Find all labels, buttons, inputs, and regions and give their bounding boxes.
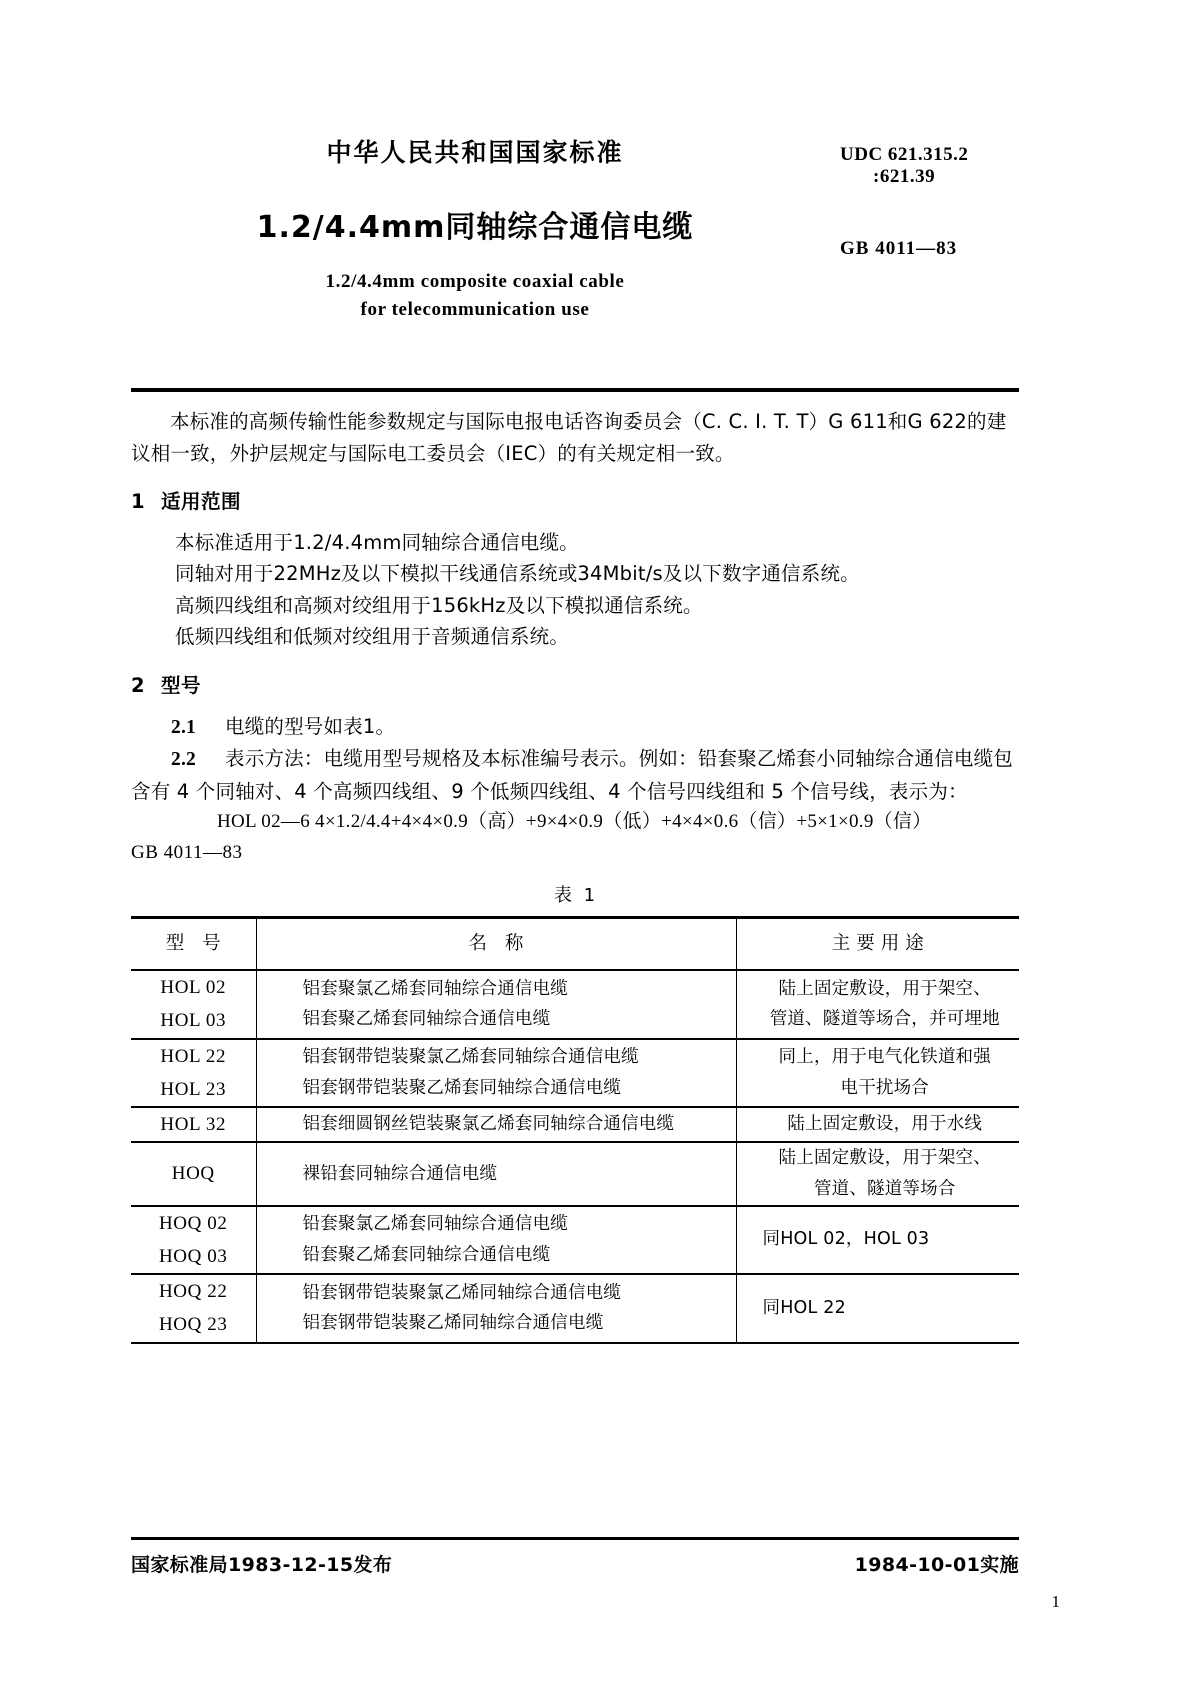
clause-2-2-text: 表示方法：电缆用型号规格及本标准编号表示。例如：铅套聚乙烯套小同轴综合通信电缆包含有 4 个同轴对、4 个高频四线组、9 个低频四线组、4 个信号四线组和 5 个信号线，表示为： [131,747,1014,803]
section-1-line-2: 同轴对用于22MHz及以下模拟干线通信系统或34Mbit/s及以下数字通信系统。 [175,562,860,586]
cable-name: 铝套钢带铠装聚乙烯套同轴综合通信电缆 [302,1077,622,1098]
use-text: 电干扰场合 [840,1077,929,1098]
use-text: 陆上固定敷设，用于架空、 [778,978,991,999]
document-body [131,406,1021,1344]
clause-2-2-number: 2.2 [171,749,196,771]
header-divider-rule [131,388,1019,392]
intro-paragraph: 本标准的高频传输性能参数规定与国际电报电话咨询委员会（C. C. I. T. T）G 611和G 622的建议相一致，外护层规定与国际电工委员会（IEC）的有关规定相一致。 [131,410,1007,465]
section-2-heading [131,670,1021,702]
cable-name: 铝套钢带铠装聚氯乙烯套同轴综合通信电缆 [302,1047,639,1068]
cable-name: 裸铅套同轴综合通信电缆 [302,1163,498,1184]
table-row [131,1039,1019,1108]
model-code: HOL 32 [160,1114,227,1136]
section-2-title: 型号 [161,674,202,698]
english-title-line1: 1.2/4.4mm composite coaxial cable [325,271,625,292]
model-code: HOQ 23 [158,1314,228,1336]
model-code: HOQ [171,1163,215,1185]
use-text: 同HOL 22 [762,1297,846,1318]
cable-model-table [131,916,1019,1344]
use-text: 陆上固定敷设，用于架空、 [778,1148,991,1169]
cable-name: 铝套细圆钢丝铠装聚氯乙烯套同轴综合通信电缆 [302,1114,675,1135]
cell-use [736,970,1019,1039]
english-title-line2: for telecommunication use [360,298,590,320]
model-code: HOL 22 [160,1045,227,1067]
cell-model [131,1039,256,1108]
cell-name [256,970,736,1039]
cell-use [736,1142,1019,1205]
cell-model [131,1274,256,1343]
model-designation-formula-line2: GB 4011—83 [131,842,243,864]
cell-name [256,1142,736,1205]
cell-name [256,1039,736,1108]
issue-date-text: 国家标准局1983-12-15发布 [131,1554,393,1576]
section-1-title: 适用范围 [161,490,242,514]
model-code: HOL 23 [160,1078,227,1100]
document-header [0,138,1191,338]
cell-use [736,1107,1019,1142]
model-designation-formula-line1: HOL 02—6 4×1.2/4.4+4×4×0.9（高）+9×4×0.9（低）+4×4×0.6（信）+5×1×0.9（信） [217,811,932,833]
model-code: HOL 02 [160,977,227,999]
cell-name [256,1274,736,1343]
column-header-model: 型 号 [131,918,256,971]
table-row [131,1107,1019,1142]
clause-2-1-number: 2.1 [171,716,196,738]
clause-2-2 [131,743,1021,807]
model-code: HOQ 02 [158,1212,228,1234]
table-1-caption: 表 1 [553,884,599,906]
cell-model [131,1107,256,1142]
table-header-row [131,918,1019,971]
udc-code-line1: UDC 621.315.2 [840,144,969,165]
gb-standard-number: GB 4011—83 [840,238,958,259]
national-standard-label: 中华人民共和国国家标准 [326,138,624,167]
page-number: 1 [1051,1592,1060,1611]
section-1-heading [131,486,1021,518]
document-footer [131,1550,1019,1577]
column-header-use: 主要用途 [736,918,1019,971]
section-1-line-4: 低频四线组和低频对绞组用于音频通信系统。 [175,625,570,649]
model-code: HOL 03 [160,1010,227,1032]
cable-name: 铅套聚乙烯套同轴综合通信电缆 [302,1244,551,1265]
table-row [131,970,1019,1039]
column-header-name: 名 称 [256,918,736,971]
header-title-block [150,138,800,323]
clause-2-1 [171,711,1021,744]
cable-name: 铝套聚乙烯套同轴综合通信电缆 [302,1009,551,1030]
effective-date-text: 1984-10-01实施 [854,1554,1019,1576]
use-text: 管道、隧道等场合，并可埋地 [769,1009,1000,1030]
cell-model [131,970,256,1039]
cell-use [736,1274,1019,1343]
use-text: 同HOL 02，HOL 03 [762,1229,930,1250]
section-1-line-1: 本标准适用于1.2/4.4mm同轴综合通信电缆。 [175,530,579,554]
cable-name: 铅套聚氯乙烯套同轴综合通信电缆 [302,1214,568,1235]
section-2-number: 2 [131,674,146,698]
cable-name: 铝套钢带铠装聚乙烯同轴综合通信电缆 [302,1313,604,1334]
cell-name [256,1107,736,1142]
table-row [131,1274,1019,1343]
use-text: 同上，用于电气化铁道和强 [778,1047,991,1068]
table-row [131,1206,1019,1275]
use-text: 陆上固定敷设，用于水线 [787,1114,983,1135]
model-code: HOQ 22 [158,1281,228,1303]
cell-model [131,1142,256,1205]
footer-divider-rule [131,1537,1019,1540]
cell-name [256,1206,736,1275]
section-1-number: 1 [131,490,146,514]
clause-2-1-text: 电缆的型号如表1。 [225,714,396,738]
udc-code-line2: :621.39 [873,166,936,187]
cell-use [736,1039,1019,1108]
cell-model [131,1206,256,1275]
table-row [131,1142,1019,1205]
page-title: 1.2/4.4mm同轴综合通信电缆 [256,210,694,245]
section-1-line-3: 高频四线组和高频对绞组用于156kHz及以下模拟通信系统。 [175,593,703,617]
use-text: 管道、隧道等场合 [813,1178,956,1199]
cable-name: 铝套聚氯乙烯套同轴综合通信电缆 [302,978,568,999]
model-code: HOQ 03 [158,1245,228,1267]
cell-use [736,1206,1019,1275]
cable-name: 铅套钢带铠装聚氯乙烯同轴综合通信电缆 [302,1282,622,1303]
header-identifier-block [840,144,1040,260]
